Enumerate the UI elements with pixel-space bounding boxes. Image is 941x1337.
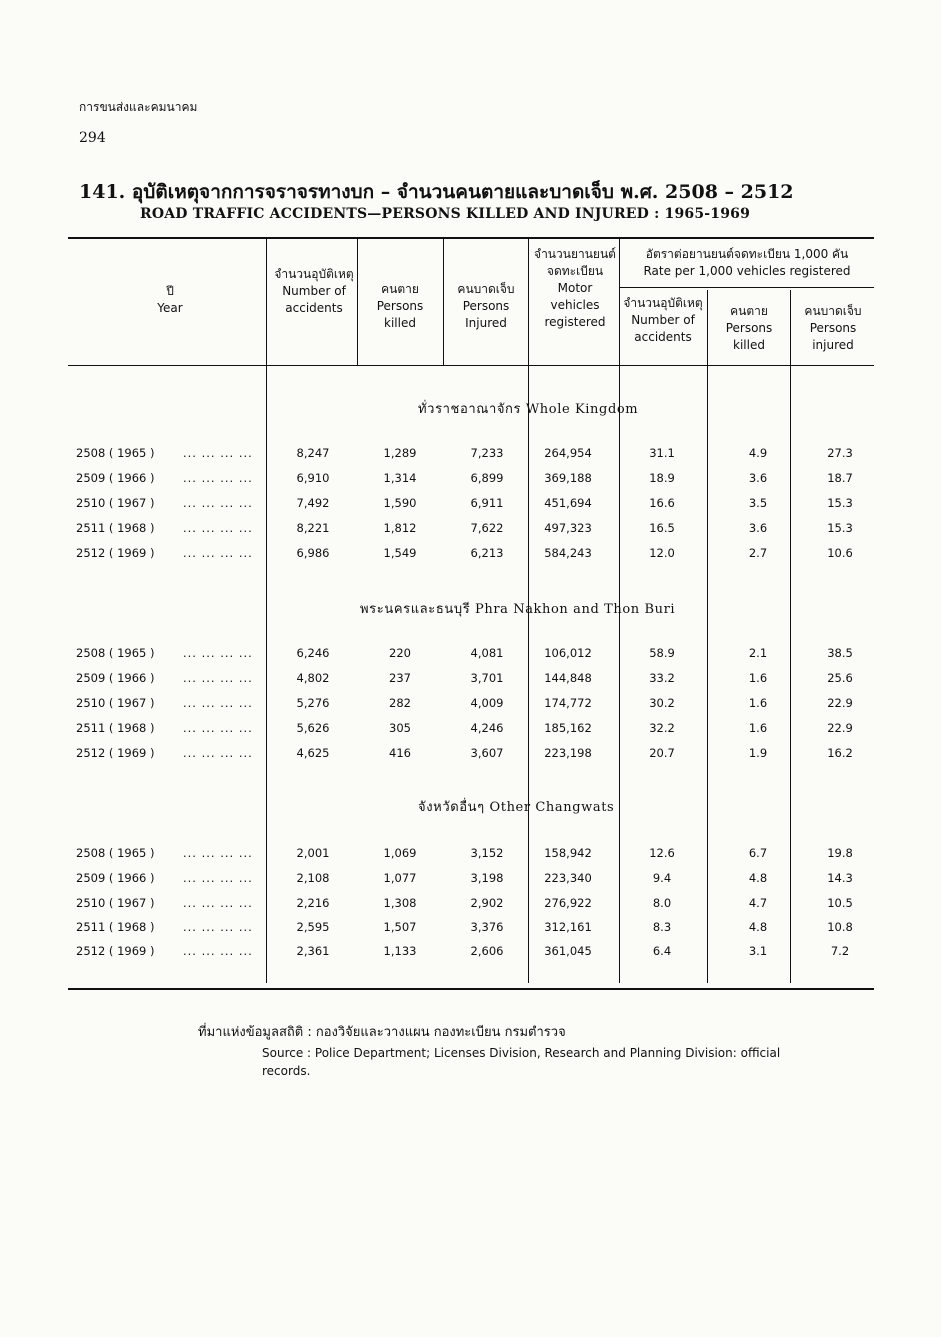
year-cell: 2510 ( 1967 ) [76, 896, 155, 910]
page-number: 294 [79, 130, 106, 146]
section-label-other-changwats: จังหวัดอื่นๆ Other Changwats [418, 800, 615, 815]
injured-cell: 4,246 [470, 721, 504, 735]
rate-killed-cell: 3.5 [748, 496, 768, 510]
accidents-cell: 2,001 [296, 846, 330, 860]
accidents-cell: 2,595 [296, 920, 330, 934]
rate-accidents-cell: 16.5 [649, 521, 675, 535]
accidents-cell: 2,108 [296, 871, 330, 885]
vehicles-cell: 312,161 [544, 920, 592, 934]
year-cell: 2509 ( 1966 ) [76, 671, 155, 685]
accidents-cell: 8,247 [296, 446, 330, 460]
table-title-english: ROAD TRAFFIC ACCIDENTS—PERSONS KILLED AND INJURED : 1965-1969 [140, 206, 751, 222]
rate-killed-cell: 4.8 [748, 871, 768, 885]
rate-accidents-cell: 12.0 [649, 546, 675, 560]
rate-injured-cell: 10.8 [827, 920, 853, 934]
year-cell: 2509 ( 1966 ) [76, 871, 155, 885]
table-top-rule [68, 237, 874, 239]
rate-accidents-cell: 18.9 [649, 471, 675, 485]
leader-dots: ... ... ... ... [183, 746, 253, 760]
rate-killed-cell: 4.7 [748, 896, 768, 910]
killed-cell: 1,812 [383, 521, 417, 535]
rate-killed-cell: 1.9 [748, 746, 768, 760]
rate-injured-cell: 18.7 [827, 471, 853, 485]
col-rate-accidents [621, 295, 705, 346]
accidents-cell: 5,626 [296, 721, 330, 735]
rate-killed-cell: 3.6 [748, 471, 768, 485]
year-cell: 2511 ( 1968 ) [76, 521, 155, 535]
injured-cell: 6,911 [470, 496, 504, 510]
accidents-cell: 5,276 [296, 696, 330, 710]
killed-cell: 1,077 [383, 871, 417, 885]
year-cell: 2512 ( 1969 ) [76, 746, 155, 760]
rate-accidents-cell: 12.6 [649, 846, 675, 860]
col-injured-en: Persons Injured [462, 299, 510, 330]
year-cell: 2512 ( 1969 ) [76, 944, 155, 958]
leader-dots: ... ... ... ... [183, 721, 253, 735]
leader-dots: ... ... ... ... [183, 671, 253, 685]
col-accidents [270, 266, 358, 317]
col-vehicles-en: Motor vehicles registered [544, 281, 606, 329]
rate-accidents-cell: 31.1 [649, 446, 675, 460]
header-bottom-rule [68, 365, 874, 366]
col-rate-group-en: Rate per 1,000 vehicles registered [643, 264, 851, 278]
vehicles-cell: 369,188 [544, 471, 592, 485]
leader-dots: ... ... ... ... [183, 646, 253, 660]
col-vehicles [533, 246, 617, 331]
rate-injured-cell: 15.3 [827, 521, 853, 535]
rate-killed-cell: 2.7 [748, 546, 768, 560]
rate-killed-cell: 3.1 [748, 944, 768, 958]
rate-accidents-cell: 6.4 [652, 944, 672, 958]
table-bottom-rule [68, 988, 874, 990]
killed-cell: 305 [389, 721, 411, 735]
col-rate-group-th: อัตราต่อยานยนต์จดทะเบียน 1,000 คัน [645, 247, 849, 261]
injured-cell: 7,622 [470, 521, 504, 535]
leader-dots: ... ... ... ... [183, 846, 253, 860]
vehicles-cell: 497,323 [544, 521, 592, 535]
col-year-th: ปี [166, 284, 174, 298]
injured-cell: 7,233 [470, 446, 504, 460]
col-rate-killed [710, 303, 788, 354]
injured-cell: 3,607 [470, 746, 504, 760]
vehicles-cell: 174,772 [544, 696, 592, 710]
rate-accidents-cell: 32.2 [649, 721, 675, 735]
killed-cell: 237 [389, 671, 411, 685]
rate-killed-cell: 4.8 [748, 920, 768, 934]
rate-injured-cell: 14.3 [827, 871, 853, 885]
table-title-thai: 141. อุบัติเหตุจากการจราจรทางบก – จำนวนคนตายและบาดเจ็บ พ.ศ. 2508 – 2512 [79, 181, 794, 203]
rate-accidents-cell: 8.0 [652, 896, 672, 910]
year-cell: 2510 ( 1967 ) [76, 496, 155, 510]
col-rate-injured-en: Persons injured [809, 321, 857, 352]
source-note-english: Source : Police Department; Licenses Division, Research and Planning Division: official records. [262, 1046, 781, 1078]
killed-cell: 1,314 [383, 471, 417, 485]
injured-cell: 2,902 [470, 896, 504, 910]
col-rate-killed-en: Persons killed [725, 321, 773, 352]
col-year [120, 283, 220, 317]
year-cell: 2511 ( 1968 ) [76, 721, 155, 735]
rate-accidents-cell: 8.3 [652, 920, 672, 934]
rate-killed-cell: 2.1 [748, 646, 768, 660]
rate-injured-cell: 22.9 [827, 721, 853, 735]
killed-cell: 1,590 [383, 496, 417, 510]
vehicles-cell: 264,954 [544, 446, 592, 460]
rate-killed-cell: 6.7 [748, 846, 768, 860]
leader-dots: ... ... ... ... [183, 871, 253, 885]
injured-cell: 3,376 [470, 920, 504, 934]
col-rate-accidents-en: Number of accidents [631, 313, 695, 344]
killed-cell: 1,289 [383, 446, 417, 460]
rate-injured-cell: 38.5 [827, 646, 853, 660]
col-vehicles-th: จำนวนยานยนต์จดทะเบียน [534, 247, 616, 278]
killed-cell: 1,507 [383, 920, 417, 934]
vehicles-cell: 106,012 [544, 646, 592, 660]
rate-injured-cell: 19.8 [827, 846, 853, 860]
col-year-en: Year [157, 301, 183, 315]
rate-killed-cell: 4.9 [748, 446, 768, 460]
vehicles-cell: 223,198 [544, 746, 592, 760]
injured-cell: 4,009 [470, 696, 504, 710]
rate-killed-cell: 1.6 [748, 671, 768, 685]
accidents-cell: 7,492 [296, 496, 330, 510]
col-killed-th: คนตาย [381, 282, 419, 296]
running-header: การขนส่งและคมนาคม [79, 100, 198, 114]
vehicles-cell: 223,340 [544, 871, 592, 885]
col-rate-injured-th: คนบาดเจ็บ [804, 304, 862, 318]
killed-cell: 220 [389, 646, 411, 660]
vehicles-cell: 144,848 [544, 671, 592, 685]
leader-dots: ... ... ... ... [183, 446, 253, 460]
year-cell: 2508 ( 1965 ) [76, 446, 155, 460]
col-rate-injured [793, 303, 873, 354]
killed-cell: 1,069 [383, 846, 417, 860]
accidents-cell: 6,910 [296, 471, 330, 485]
rate-injured-cell: 10.6 [827, 546, 853, 560]
rate-killed-cell: 1.6 [748, 721, 768, 735]
rate-injured-cell: 15.3 [827, 496, 853, 510]
col-accidents-th: จำนวนอุบัติเหตุ [274, 267, 354, 281]
rate-group-rule [620, 287, 874, 288]
source-note-thai: ที่มาแห่งข้อมูลสถิติ : กองวิจัยและวางแผน กองทะเบียน กรมตำรวจ [198, 1025, 566, 1040]
col-rate-group [622, 246, 872, 280]
rate-accidents-cell: 9.4 [652, 871, 672, 885]
vehicles-cell: 451,694 [544, 496, 592, 510]
col-rate-killed-th: คนตาย [730, 304, 768, 318]
year-cell: 2508 ( 1965 ) [76, 846, 155, 860]
section-label-whole-kingdom: ทั่วราชอาณาจักร Whole Kingdom [418, 402, 639, 417]
accidents-cell: 2,361 [296, 944, 330, 958]
accidents-cell: 8,221 [296, 521, 330, 535]
year-cell: 2510 ( 1967 ) [76, 696, 155, 710]
injured-cell: 4,081 [470, 646, 504, 660]
col-injured [446, 281, 526, 332]
killed-cell: 1,549 [383, 546, 417, 560]
vehicles-cell: 276,922 [544, 896, 592, 910]
col-injured-th: คนบาดเจ็บ [457, 282, 515, 296]
accidents-cell: 2,216 [296, 896, 330, 910]
year-cell: 2509 ( 1966 ) [76, 471, 155, 485]
injured-cell: 3,198 [470, 871, 504, 885]
rate-accidents-cell: 30.2 [649, 696, 675, 710]
vehicles-cell: 361,045 [544, 944, 592, 958]
injured-cell: 6,213 [470, 546, 504, 560]
year-cell: 2512 ( 1969 ) [76, 546, 155, 560]
injured-cell: 2,606 [470, 944, 504, 958]
rate-injured-cell: 22.9 [827, 696, 853, 710]
col-sep [266, 238, 267, 983]
killed-cell: 1,308 [383, 896, 417, 910]
leader-dots: ... ... ... ... [183, 496, 253, 510]
vehicles-cell: 584,243 [544, 546, 592, 560]
rate-injured-cell: 16.2 [827, 746, 853, 760]
vehicles-cell: 185,162 [544, 721, 592, 735]
col-accidents-en: Number of accidents [282, 284, 346, 315]
accidents-cell: 4,802 [296, 671, 330, 685]
killed-cell: 1,133 [383, 944, 417, 958]
vehicles-cell: 158,942 [544, 846, 592, 860]
year-cell: 2511 ( 1968 ) [76, 920, 155, 934]
rate-killed-cell: 3.6 [748, 521, 768, 535]
col-sep [707, 290, 708, 983]
rate-injured-cell: 27.3 [827, 446, 853, 460]
leader-dots: ... ... ... ... [183, 944, 253, 958]
leader-dots: ... ... ... ... [183, 696, 253, 710]
rate-accidents-cell: 58.9 [649, 646, 675, 660]
injured-cell: 3,701 [470, 671, 504, 685]
rate-injured-cell: 7.2 [830, 944, 850, 958]
accidents-cell: 4,625 [296, 746, 330, 760]
accidents-cell: 6,246 [296, 646, 330, 660]
leader-dots: ... ... ... ... [183, 546, 253, 560]
injured-cell: 3,152 [470, 846, 504, 860]
rate-accidents-cell: 20.7 [649, 746, 675, 760]
rate-injured-cell: 25.6 [827, 671, 853, 685]
rate-killed-cell: 1.6 [748, 696, 768, 710]
col-rate-accidents-th: จำนวนอุบัติเหตุ [623, 296, 703, 310]
rate-accidents-cell: 16.6 [649, 496, 675, 510]
section-label-phra-nakhon: พระนครและธนบุรี Phra Nakhon and Thon Buri [360, 602, 676, 617]
col-sep [443, 238, 444, 365]
leader-dots: ... ... ... ... [183, 521, 253, 535]
rate-injured-cell: 10.5 [827, 896, 853, 910]
injured-cell: 6,899 [470, 471, 504, 485]
col-killed-en: Persons killed [376, 299, 424, 330]
leader-dots: ... ... ... ... [183, 896, 253, 910]
killed-cell: 416 [389, 746, 411, 760]
rate-accidents-cell: 33.2 [649, 671, 675, 685]
year-cell: 2508 ( 1965 ) [76, 646, 155, 660]
leader-dots: ... ... ... ... [183, 471, 253, 485]
killed-cell: 282 [389, 696, 411, 710]
accidents-cell: 6,986 [296, 546, 330, 560]
col-killed [360, 281, 440, 332]
leader-dots: ... ... ... ... [183, 920, 253, 934]
